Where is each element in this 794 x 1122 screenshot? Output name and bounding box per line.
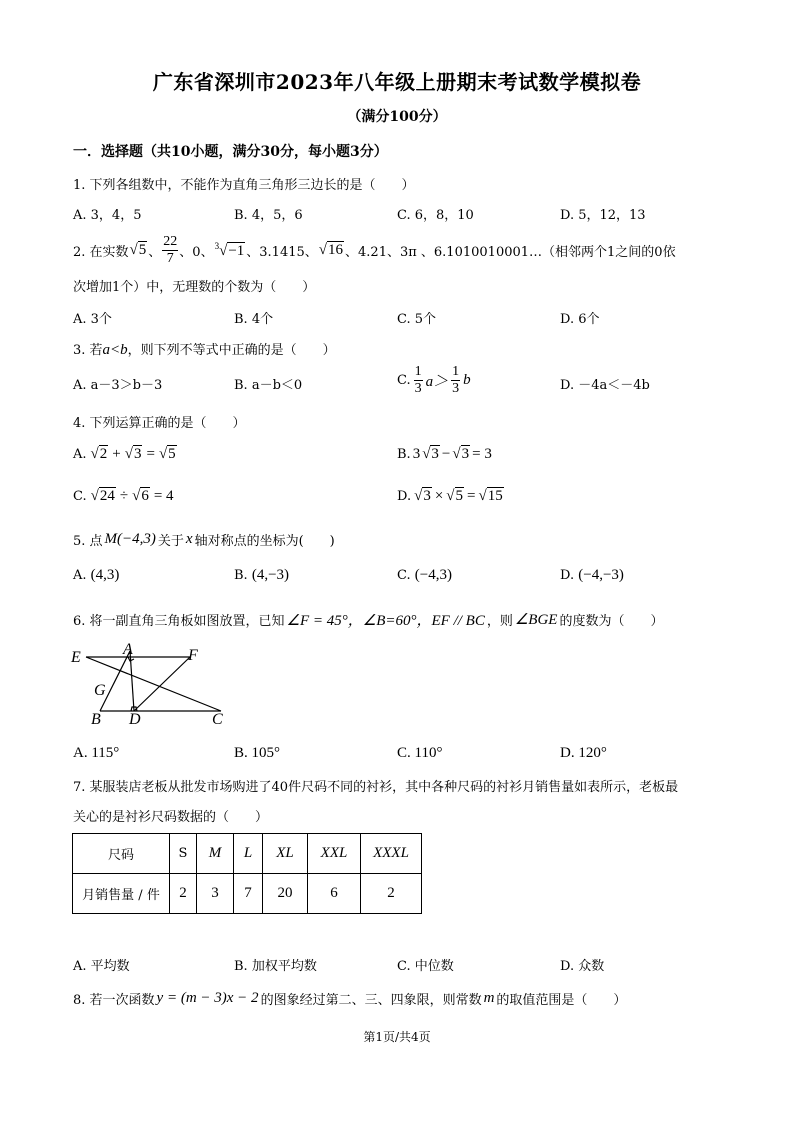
question-2-option-d: D. 6个: [560, 312, 600, 327]
question-5-option-b: B. (4,−3): [234, 567, 290, 583]
option-label: B.: [397, 447, 411, 462]
operator: ÷: [119, 488, 129, 504]
question-3-suffix: ，则下列不等式中正确的是（ ）: [127, 343, 336, 358]
linear-function: y = (m − 3)x − 2: [156, 990, 259, 1006]
question-8-suffix: 的取值范围是（ ）: [496, 993, 627, 1008]
question-7-line-1: 7. 某服装店老板从批发市场购进了40件尺码不同的衬衫，其中各种尺码的衬衫月销售量如表所示，老板最: [73, 780, 679, 795]
question-3-option-a: A. a－3＞b－3: [73, 378, 163, 393]
target-angle: ∠BGE: [514, 612, 558, 628]
question-3-prefix: 3. 若: [73, 343, 103, 358]
question-4-option-d: [397, 488, 504, 505]
page-subtitle: （满分100分）: [347, 109, 447, 125]
operator: −: [441, 446, 451, 462]
question-5-option-d: D. (−4,−3): [560, 567, 624, 583]
text: ，则: [486, 614, 513, 629]
question-3-option-b: B. a－b＜0: [234, 378, 303, 393]
point-m: M(−4,3): [104, 531, 156, 547]
separator: 、: [148, 245, 162, 260]
sqrt-twenty-four: √24: [90, 488, 115, 504]
question-4-option-a: [73, 446, 177, 463]
fraction-22-7: $\frac{22}{7}$: [163, 234, 178, 266]
question-6-suffix: 的度数为（ ）: [559, 614, 664, 629]
label-f: F: [188, 647, 198, 664]
text: 的图象经过第二、三、四象限，则常数: [260, 993, 482, 1008]
operator: ×: [434, 488, 444, 504]
line-ab: [100, 651, 130, 711]
label-b: B: [91, 711, 101, 728]
line-fd: [134, 657, 190, 711]
question-7-option-a: A. 平均数: [73, 959, 130, 974]
operator: =: [146, 446, 155, 462]
label-g: G: [94, 682, 106, 699]
variable-m: m: [483, 990, 495, 1006]
sqrt-fifteen: √15: [478, 488, 503, 504]
question-4-option-c: [73, 488, 174, 505]
option-label: C.: [73, 489, 87, 504]
option-label: C.: [397, 373, 411, 388]
question-6-prefix: 6. 将一副直角三角板如图放置，已知: [73, 614, 285, 629]
question-2-option-c: C. 5个: [397, 312, 437, 327]
coefficient: 3: [412, 446, 421, 462]
text: 关于: [157, 534, 184, 549]
question-2-prefix: 2. 在实数: [73, 245, 129, 260]
result: = 3: [472, 446, 492, 462]
question-1-option-b: B. 4，5，6: [234, 208, 303, 223]
table-cell: 20: [263, 874, 308, 914]
sqrt-three: √3: [414, 488, 431, 504]
question-4-option-b: [397, 446, 492, 463]
table-cell: 3: [197, 874, 234, 914]
sqrt-three: √3: [452, 446, 470, 462]
table-cell: 尺码: [73, 834, 170, 874]
question-7-option-c: C. 中位数: [397, 959, 454, 974]
question-6-stem: [73, 609, 663, 630]
question-1-option-a: A. 3，4，5: [73, 208, 142, 223]
table-cell: XXXL: [361, 834, 422, 874]
question-6-conditions: ∠F = 45°，∠B=60°，EF // BC: [286, 613, 485, 629]
table-cell: L: [234, 834, 263, 874]
sqrt-three: √3: [124, 446, 142, 462]
label-a: A: [123, 641, 133, 658]
table-header-row: [73, 834, 422, 874]
axis-name: x: [185, 531, 193, 547]
page-title: 广东省深圳市2023年八年级上册期末考试数学模拟卷: [152, 70, 642, 94]
cube-root-neg-one: $^3$√−1: [214, 241, 245, 259]
question-2-option-a: A. 3个: [73, 312, 112, 327]
question-4-stem: 4. 下列运算正确的是（ ）: [73, 416, 246, 431]
sqrt-three: √3: [422, 446, 439, 462]
table-cell: 6: [308, 874, 361, 914]
table-cell: 2: [361, 874, 422, 914]
line-ec: [86, 657, 221, 711]
question-7-option-b: B. 加权平均数: [234, 959, 317, 974]
question-5-prefix: 5. 点: [73, 534, 103, 549]
option-label: A.: [73, 447, 87, 462]
section-heading: 一．选择题（共10小题，满分30分，每小题3分）: [73, 144, 388, 160]
term: b: [463, 372, 471, 388]
question-1-option-d: D. 5，12，13: [560, 208, 646, 223]
sqrt-five: √5: [158, 446, 176, 462]
question-7-line-2: 关心的是衬衫尺码数据的（ ）: [73, 810, 269, 825]
sqrt-five: √5: [446, 488, 464, 504]
question-3-option-d: D. －4a＜－4b: [560, 378, 650, 393]
term: a＞: [425, 374, 449, 390]
question-6-option-b: B. 105°: [234, 745, 281, 761]
fraction-one-third: $\frac{1}{3}$: [452, 364, 460, 396]
table-cell: 7: [234, 874, 263, 914]
question-6-option-a: A. 115°: [73, 745, 120, 761]
fraction-one-third: $\frac{1}{3}$: [414, 364, 422, 396]
question-2-option-b: B. 4个: [234, 312, 274, 327]
table-cell: S: [170, 834, 197, 874]
question-1-stem: 1. 下列各组数中，不能作为直角三角形三边长的是（ ）: [73, 178, 415, 193]
question-2-line-1: [73, 234, 676, 267]
triangle-figure: [66, 640, 236, 730]
label-c: C: [212, 711, 223, 728]
table-cell: XL: [263, 834, 308, 874]
question-3-stem: [73, 339, 336, 359]
size-sales-table: [72, 833, 422, 914]
question-2-line-2: 次增加1个）中，无理数的个数为（ ）: [73, 280, 316, 295]
question-8-stem: [73, 989, 626, 1008]
sqrt-five: √5: [129, 242, 147, 258]
result: = 4: [153, 488, 174, 504]
question-1-option-c: C. 6，8，10: [397, 208, 474, 223]
question-8-prefix: 8. 若一次函数: [73, 993, 155, 1008]
table-cell: 2: [170, 874, 197, 914]
separator: 、0、: [179, 245, 214, 260]
question-6-option-c: C. 110°: [397, 745, 443, 761]
question-5-stem: [73, 530, 335, 549]
option-label: D.: [397, 489, 412, 504]
separator: 、3.1415、: [246, 245, 318, 260]
question-7-option-d: D. 众数: [560, 959, 605, 974]
question-2-tail: 、4.21、3π 、6.1010010001…（相邻两个1之间的0依: [345, 245, 676, 260]
page-number: 第1页/共4页: [363, 1030, 431, 1044]
question-5-option-a: A. (4,3): [73, 567, 120, 583]
question-3-option-c: [397, 364, 471, 397]
operator: +: [112, 446, 121, 462]
label-d: D: [129, 711, 141, 728]
operator: =: [467, 488, 476, 504]
table-cell: M: [197, 834, 234, 874]
label-e: E: [71, 649, 81, 666]
question-5-suffix: 轴对称点的坐标为( ): [194, 534, 335, 549]
question-5-option-c: C. (−4,3): [397, 567, 452, 583]
sqrt-six: √6: [132, 488, 149, 504]
table-cell: 月销售量 / 件: [73, 874, 170, 914]
sqrt-two: √2: [90, 446, 108, 462]
sqrt-sixteen: √16: [318, 242, 344, 258]
table-cell: XXL: [308, 834, 361, 874]
question-3-condition: a<b: [102, 342, 128, 358]
table-row: [73, 874, 422, 914]
question-6-option-d: D. 120°: [560, 745, 607, 761]
